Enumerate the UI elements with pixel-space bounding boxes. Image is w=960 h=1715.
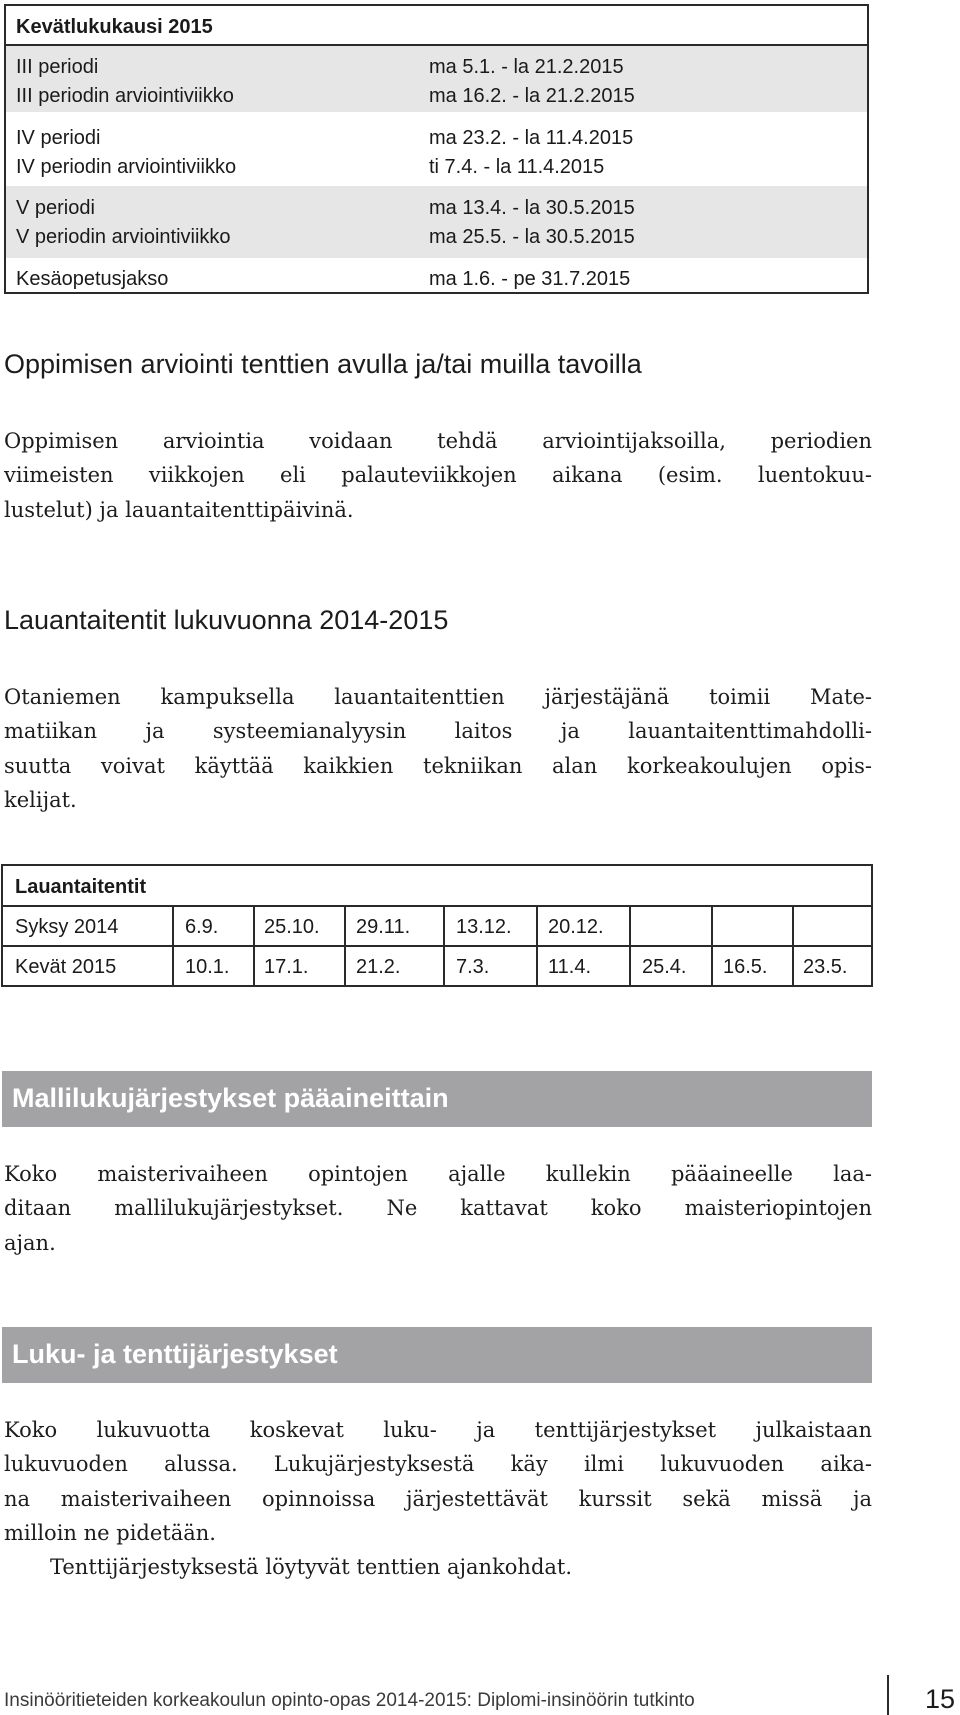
text-line: suutta voivat käyttää kaikkien tekniikan alan korkeakoulujen opis-	[4, 753, 872, 778]
text-line: lustelut) ja lauantaitenttipäivinä.	[4, 497, 354, 522]
exam-date: 17.1.	[264, 956, 309, 978]
saturday-exam-table	[1, 864, 873, 987]
exam-date: 7.3.	[456, 956, 490, 978]
text-line: Oppimisen arviointia voidaan tehdä arviointijaksoilla, periodien	[4, 429, 872, 453]
term-row	[6, 81, 867, 110]
exam-date: 13.12.	[456, 916, 512, 938]
column-divider	[536, 907, 538, 985]
exam-date: 23.5.	[803, 956, 848, 978]
footer-divider	[887, 1675, 889, 1715]
paragraph-model-schedules	[4, 1157, 872, 1260]
exam-row-spring	[3, 947, 871, 985]
exam-date: 11.4.	[548, 956, 591, 978]
exam-date: 10.1.	[185, 956, 230, 978]
exam-term-label: Kevät 2015	[15, 956, 117, 978]
column-divider	[711, 907, 713, 985]
term-label: Kesäopetusjakso	[16, 268, 169, 290]
exam-date: 25.10.	[264, 916, 320, 938]
term-row	[6, 264, 867, 293]
term-label: III periodin arviointiviikko	[16, 85, 234, 107]
exam-date: 21.2.	[356, 956, 401, 978]
section-heading-assessment: Oppimisen arviointi tenttien avulla ja/tai muilla tavoilla	[4, 349, 642, 379]
term-table	[4, 4, 869, 294]
column-divider	[629, 907, 631, 985]
section-bar-model-schedules: Mallilukujärjestykset pääaineittain	[2, 1071, 872, 1127]
paragraph-schedules	[4, 1413, 872, 1584]
term-table-title: Kevätlukukausi 2015	[6, 6, 867, 46]
term-row	[6, 222, 867, 251]
paragraph-assessment	[4, 424, 872, 527]
term-label: IV periodin arviointiviikko	[16, 156, 237, 178]
exam-date: 6.9.	[185, 916, 219, 938]
term-row	[6, 152, 867, 181]
exam-row-autumn	[3, 907, 871, 947]
text-line: Koko maisterivaiheen opintojen ajalle kullekin pääaineelle laa-	[4, 1162, 872, 1186]
column-divider	[792, 907, 794, 985]
page-number: 15	[925, 1684, 956, 1714]
paragraph-saturday-exams	[4, 680, 872, 817]
section-bar-schedules: Luku- ja tenttijärjestykset	[2, 1327, 872, 1383]
term-dates: ma 16.2. - la 21.2.2015	[429, 85, 635, 107]
text-line-indented: Tenttijärjestyksestä löytyvät tenttien ajankohdat.	[50, 1555, 573, 1580]
term-dates: ma 1.6. - pe 31.7.2015	[429, 268, 631, 290]
column-divider	[344, 907, 346, 985]
term-dates: ti 7.4. - la 11.4.2015	[429, 156, 605, 178]
exam-date: 20.12.	[548, 916, 604, 938]
term-row	[6, 52, 867, 81]
text-line: na maisterivaiheen opinnoissa järjestettävät kurssit sekä missä ja	[4, 1486, 872, 1511]
term-dates: ma 23.2. - la 11.4.2015	[429, 127, 634, 149]
text-line: Koko lukuvuotta koskevat luku- ja tenttijärjestykset julkaistaan	[4, 1418, 872, 1442]
text-line: milloin ne pidetään.	[4, 1520, 216, 1545]
text-line: Otaniemen kampuksella lauantaitenttien järjestäjänä toimii Mate-	[4, 685, 872, 709]
column-divider	[253, 907, 255, 985]
section-heading-saturday-exams: Lauantaitentit lukuvuonna 2014-2015	[4, 605, 449, 635]
column-divider	[172, 907, 174, 985]
term-dates: ma 5.1. - la 21.2.2015	[429, 56, 624, 78]
term-label: V periodi	[16, 197, 95, 219]
column-divider	[443, 907, 445, 985]
exam-date: 25.4.	[642, 956, 687, 978]
term-dates: ma 25.5. - la 30.5.2015	[429, 226, 635, 248]
text-line: matiikan ja systeemianalyysin laitos ja lauantaitenttimahdolli-	[4, 719, 872, 744]
text-line: lukuvuoden alussa. Lukujärjestyksestä käy ilmi lukuvuoden aika-	[4, 1452, 872, 1477]
term-row	[6, 123, 867, 152]
exam-date: 29.11.	[356, 916, 411, 938]
term-row	[6, 193, 867, 222]
exam-date: 16.5.	[723, 956, 768, 978]
text-line: ditaan mallilukujärjestykset. Ne kattavat koko maisteriopintojen	[4, 1196, 872, 1221]
term-dates: ma 13.4. - la 30.5.2015	[429, 197, 635, 219]
term-label: IV periodi	[16, 127, 101, 149]
exam-term-label: Syksy 2014	[15, 916, 119, 938]
footer-text: Insinööritieteiden korkeakoulun opinto-opas 2014-2015: Diplomi-insinöörin tutkinto	[4, 1690, 695, 1711]
exam-table-title: Lauantaitentit	[3, 866, 871, 907]
text-line: ajan.	[4, 1230, 56, 1255]
text-line: kelijat.	[4, 787, 77, 812]
term-label: V periodin arviointiviikko	[16, 226, 231, 248]
term-label: III periodi	[16, 56, 99, 78]
text-line: viimeisten viikkojen eli palauteviikkojen aikana (esim. luentokuu-	[4, 463, 872, 488]
